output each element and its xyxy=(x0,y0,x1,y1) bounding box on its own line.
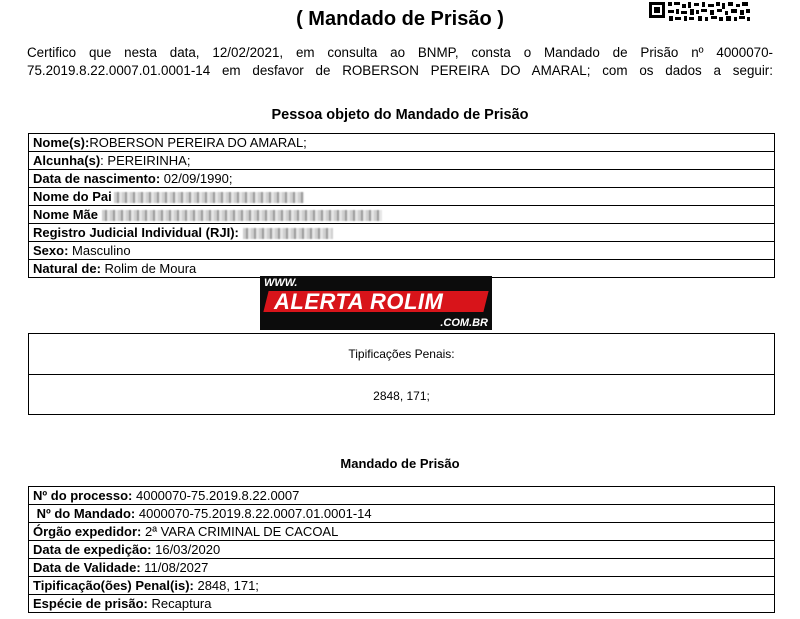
row-label: Tipificação(ões) Penal(is): xyxy=(33,578,194,593)
warrant-row-issue-date xyxy=(29,541,774,559)
row-value: Rolim de Moura xyxy=(100,261,197,276)
row-label: Data de Validade: xyxy=(33,560,141,575)
person-row-rji xyxy=(29,224,774,242)
row-label: Natural de: xyxy=(33,261,101,276)
warrant-row-number xyxy=(29,505,774,523)
alerta-rolim-logo xyxy=(260,276,492,330)
tipificacoes-value: 2848, 171; xyxy=(373,389,430,403)
qr-code-icon xyxy=(648,0,752,22)
row-label: Data de nascimento: xyxy=(33,171,161,186)
redacted-value xyxy=(243,228,333,239)
warrant-row-process xyxy=(29,487,774,505)
certificate-text xyxy=(27,44,773,80)
row-value: 16/03/2020 xyxy=(151,542,221,557)
redacted-value xyxy=(102,210,382,221)
row-label: Espécie de prisão: xyxy=(33,596,148,611)
row-value: ROBERSON PEREIRA DO AMARAL; xyxy=(89,135,307,150)
logo-name: ALERTA ROLIM xyxy=(274,289,444,314)
row-value: 2ª VARA CRIMINAL DE CACOAL xyxy=(141,524,339,539)
person-row-birthdate xyxy=(29,170,774,188)
row-value: 4000070-75.2019.8.22.0007 xyxy=(132,488,300,503)
row-value: Masculino xyxy=(68,243,131,258)
warrant-row-validity xyxy=(29,559,774,577)
certificate-line-2: 75.2019.8.22.0007.01.0001-14 em desfavor de ROBERSON PEREIRA DO AMARAL; com os dados a seguir: xyxy=(27,63,773,78)
row-label: Nome Mãe xyxy=(33,207,99,222)
person-row-name xyxy=(29,134,774,152)
warrant-section-title: Mandado de Prisão xyxy=(340,456,460,471)
row-label: Sexo: xyxy=(33,243,69,258)
warrant-table xyxy=(28,486,775,613)
row-value: 2848, 171; xyxy=(193,578,259,593)
tipificacoes-header: Tipificações Penais: xyxy=(29,334,774,375)
person-section-title: Pessoa objeto do Mandado de Prisão xyxy=(271,107,529,123)
row-label: Nº do processo: xyxy=(33,488,133,503)
person-row-alias xyxy=(29,152,774,170)
tipificacoes-box xyxy=(28,333,775,415)
row-label: Registro Judicial Individual (RJI): xyxy=(33,225,239,240)
warrant-row-arrest-type xyxy=(29,595,774,613)
warrant-row-penal-type xyxy=(29,577,774,595)
row-value: 11/08/2027 xyxy=(140,560,209,575)
row-label: Alcunha(s) xyxy=(33,153,101,168)
document-title: ( Mandado de Prisão ) xyxy=(296,8,504,30)
logo-www: WWW. xyxy=(264,277,298,289)
row-label: Data de expedição: xyxy=(33,542,152,557)
warrant-row-issuer xyxy=(29,523,774,541)
logo-domain: .COM.BR xyxy=(440,317,488,329)
row-value: 4000070-75.2019.8.22.0007.01.0001-14 xyxy=(135,506,372,521)
row-label: Órgão expedidor: xyxy=(33,524,142,539)
row-label: Nome(s): xyxy=(33,135,90,150)
row-value: : PEREIRINHA; xyxy=(100,153,191,168)
certificate-line-1: Certifico que nesta data, 12/02/2021, em consulta ao BNMP, consta o Mandado de Prisão nº 4000070- xyxy=(27,45,773,60)
redacted-value xyxy=(114,192,304,203)
row-label: Nome do Pai xyxy=(33,189,112,204)
row-value: 02/09/1990; xyxy=(160,171,233,186)
person-row-mother xyxy=(29,206,774,224)
person-row-sex xyxy=(29,242,774,260)
person-table xyxy=(28,133,775,278)
row-value: Recaptura xyxy=(147,596,212,611)
person-row-father xyxy=(29,188,774,206)
row-label: Nº do Mandado: xyxy=(33,506,136,521)
